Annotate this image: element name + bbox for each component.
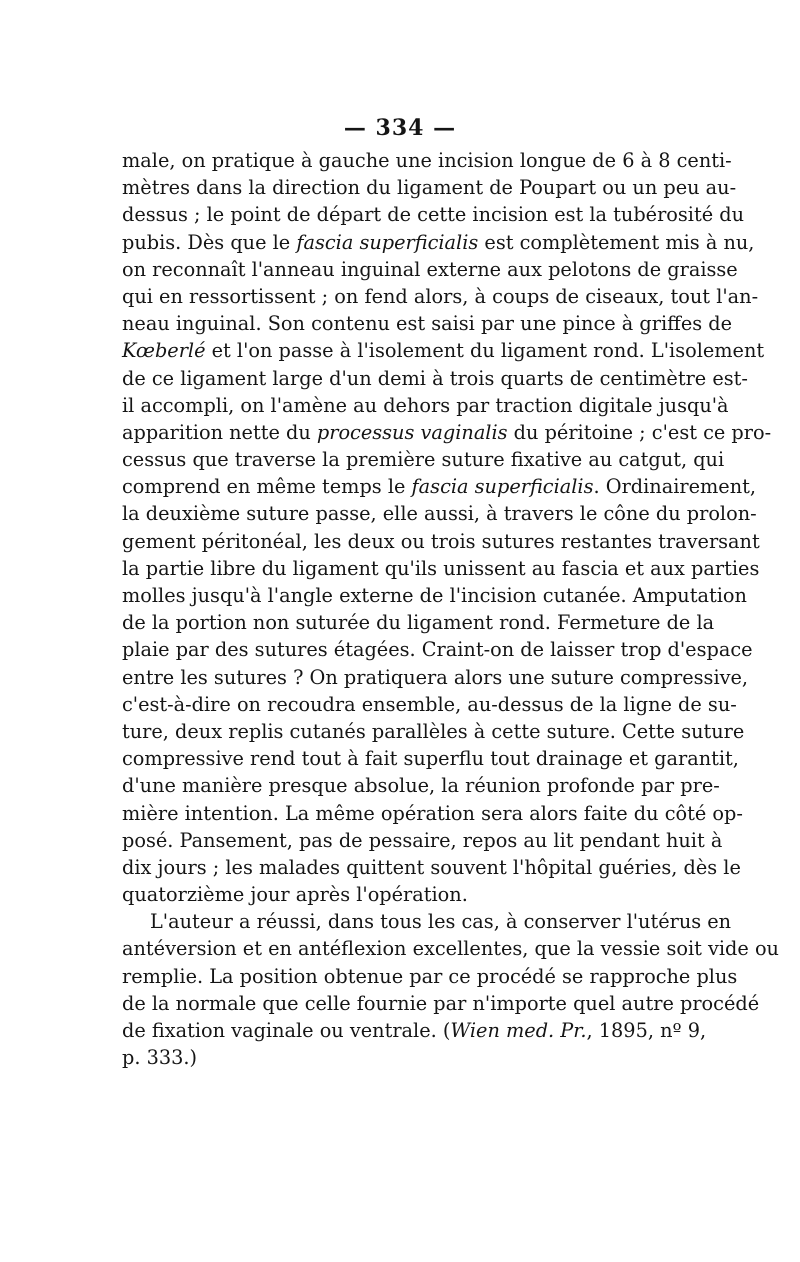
text-segment: de la normale que celle fournie par n'importe quel autre procédé [122,991,760,1015]
text-segment: male, on pratique à gauche une incision longue de 6 à 8 centi- [122,149,732,172]
text-line [122,718,745,745]
text-segment: gement péritonéal, les deux ou trois sutures restantes traversant [122,529,760,553]
text-segment: la deuxième suture passe, elle aussi, à travers le cône du prolon- [122,502,757,526]
body-text [122,147,779,1071]
text-line [122,392,729,419]
text-segment: pubis. Dès que le [122,230,297,254]
text-line [122,1017,707,1044]
text-segment: p. 333.) [122,1046,198,1070]
text-line [122,337,765,364]
text-segment: quatorzième jour après l'opération. [122,883,468,907]
text-segment: compressive rend tout à fait superflu tout drainage et garantit, [122,747,739,771]
page-number: — 334 — [343,115,457,141]
text-line [122,528,760,555]
italic-text: fascia superficialis [411,475,594,499]
text-segment: c'est-à-dire on recoudra ensemble, au-dessus de la ligne de su- [122,692,737,716]
text-segment: comprend en même temps le [122,475,412,499]
text-line [122,691,737,718]
text-line [122,283,759,310]
text-line [122,881,678,908]
text-line [122,854,741,881]
text-segment: de ce ligament large d'un demi à trois quarts de centimètre est- [122,366,748,390]
text-line [122,582,747,609]
text-segment: et l'on passe à l'isolement du ligament rond. L'isolement [205,339,765,363]
text-line [122,500,757,527]
text-segment: on reconnaît l'anneau inguinal externe aux pelotons de graisse [122,257,738,281]
text-segment: de la portion non suturée du ligament rond. Fermeture de la [122,611,715,635]
text-segment: L'auteur a réussi, dans tous les cas, à conserver l'utérus en [150,910,732,934]
italic-text: Kœberlé [122,339,206,363]
text-line [122,555,760,582]
text-segment: cessus que traverse la première suture fixative au catgut, qui [122,448,725,472]
text-line [122,609,715,636]
text-segment: qui en ressortissent ; on fend alors, à coups de ciseaux, tout l'an- [122,284,759,308]
text-line [122,772,720,799]
text-line [122,365,748,392]
text-segment: mière intention. La même opération sera alors faite du côté op- [122,801,743,825]
italic-text: fascia superficialis [296,230,479,254]
text-line [122,800,743,827]
text-segment: dessus ; le point de départ de cette incision est la tubérosité du [122,203,745,227]
text-segment: . Ordinairement, [593,475,756,499]
text-segment: dix jours ; les malades quittent souvent l'hôpital guéries, dès le [122,855,741,879]
text-segment: il accompli, on l'amène au dehors par traction digitale jusqu'à [122,393,729,417]
text-line [122,963,738,990]
text-line [122,745,739,772]
text-line [122,174,737,201]
text-segment: entre les sutures ? On pratiquera alors une suture compressive, [122,665,749,689]
text-segment: la partie libre du ligament qu'ils unissent au fascia et aux parties [122,556,760,580]
text-segment: posé. Pansement, pas de pessaire, repos au lit pendant huit à [122,828,723,852]
text-line [122,935,779,962]
text-segment: mètres dans la direction du ligament de Poupart ou un peu au- [122,176,737,200]
text-segment: remplie. La position obtenue par ce procédé se rapproche plus [122,964,738,988]
text-line [122,310,733,337]
text-line [122,446,725,473]
text-segment: molles jusqu'à l'angle externe de l'incision cutanée. Amputation [122,584,747,607]
text-line [122,419,772,446]
text-segment: neau inguinal. Son contenu est saisi par une pince à griffes de [122,312,733,336]
text-segment: , 1895, nº 9, [586,1019,707,1042]
text-segment: est complètement mis à nu, [478,230,755,254]
text-line [122,201,745,228]
text-line [122,664,749,691]
text-line [122,256,738,283]
text-segment: apparition nette du [122,420,317,444]
text-segment: plaie par des sutures étagées. Craint-on de laisser trop d'espace [122,638,753,662]
text-line [122,229,755,256]
text-line [122,147,732,174]
text-line [122,1044,678,1071]
text-line [122,473,756,500]
text-segment: ture, deux replis cutanés parallèles à cette suture. Cette suture [122,719,745,743]
text-line [122,908,732,935]
italic-text: processus vaginalis [316,420,508,444]
text-segment: antéversion et en antéflexion excellentes, que la vessie soit vide ou [122,937,779,961]
italic-text: Wien med. Pr. [450,1019,587,1042]
text-line [122,636,753,663]
text-line [122,990,760,1017]
text-segment: de fixation vaginale ou ventrale. ( [122,1019,451,1042]
text-line [122,827,723,854]
text-segment: d'une manière presque absolue, la réunion profonde par pre- [122,774,720,798]
text-segment: du péritoine ; c'est ce pro- [507,420,772,444]
